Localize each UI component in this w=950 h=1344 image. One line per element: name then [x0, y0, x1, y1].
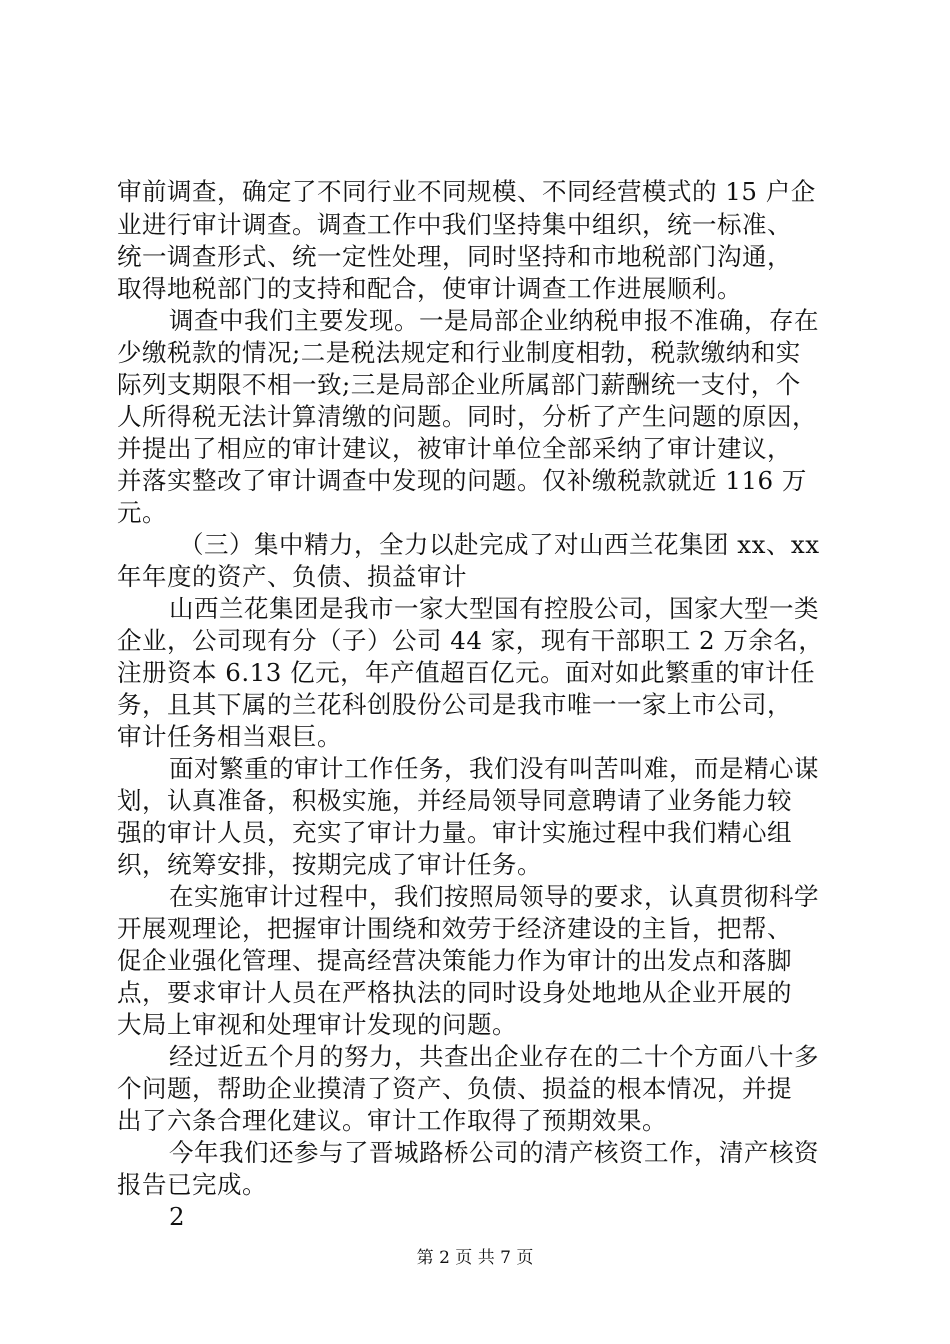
text-line: 山西兰花集团是我市一家大型国有控股公司，国家大型一类	[169, 594, 819, 623]
text-line: 报告已完成。	[117, 1170, 267, 1199]
text-line: 大局上审视和处理审计发现的问题。	[117, 1010, 517, 1039]
text-line: 少缴税款的情况;二是税法规定和行业制度相勃，税款缴纳和实	[117, 338, 801, 367]
text-line: 促企业强化管理、提高经营决策能力作为审计的出发点和落脚	[117, 946, 792, 975]
text-line: 元。	[117, 498, 167, 527]
text-line: 个问题，帮助企业摸清了资产、负债、损益的根本情况，并提	[117, 1074, 792, 1103]
text-line: 审前调查，确定了不同行业不同规模、不同经营模式的 15 户企	[117, 177, 816, 206]
text-line: 在实施审计过程中，我们按照局领导的要求，认真贯彻科学	[169, 882, 819, 911]
text-line: 取得地税部门的支持和配合，使审计调查工作进展顺利。	[117, 274, 742, 303]
text-line: 出了六条合理化建议。审计工作取得了预期效果。	[117, 1106, 667, 1135]
text-line: 面对繁重的审计工作任务，我们没有叫苦叫难，而是精心谋	[169, 754, 819, 783]
text-line: 人所得税无法计算清缴的问题。同时，分析了产生问题的原因，	[117, 402, 817, 431]
text-line: 并提出了相应的审计建议，被审计单位全部采纳了审计建议，	[117, 434, 792, 463]
text-line: 审计任务相当艰巨。	[117, 722, 342, 751]
text-line: 划，认真准备，积极实施，并经局领导同意聘请了业务能力较	[117, 786, 792, 815]
page-footer: 第 2 页 共 7 页	[416, 1248, 534, 1268]
text-line: 企业，公司现有分（子）公司 44 家，现有干部职工 2 万余名，	[117, 626, 824, 655]
text-line: 际列支期限不相一致;三是局部企业所属部门薪酬统一支付，个	[117, 370, 801, 399]
text-line: 业进行审计调查。调查工作中我们坚持集中组织，统一标准、	[117, 210, 792, 239]
text-line: 调查中我们主要发现。一是局部企业纳税申报不准确，存在	[169, 306, 819, 335]
text-line: 务，且其下属的兰花科创股份公司是我市唯一一家上市公司，	[117, 690, 792, 719]
text-line: 2	[169, 1202, 186, 1231]
text-line: 并落实整改了审计调查中发现的问题。仅补缴税款就近 116 万	[117, 466, 807, 495]
text-line: 经过近五个月的努力，共查出企业存在的二十个方面八十多	[169, 1042, 819, 1071]
section-heading: 年年度的资产、负债、损益审计	[117, 562, 467, 591]
text-line: 统一调查形式、统一定性处理，同时坚持和市地税部门沟通，	[117, 242, 792, 271]
section-heading: （三）集中精力，全力以赴完成了对山西兰花集团 xx、xx	[179, 530, 820, 559]
text-line: 强的审计人员，充实了审计力量。审计实施过程中我们精心组	[117, 818, 792, 847]
text-line: 开展观理论，把握审计围绕和效劳于经济建设的主旨，把帮、	[117, 914, 792, 943]
text-line: 今年我们还参与了晋城路桥公司的清产核资工作，清产核资	[169, 1138, 819, 1167]
text-line: 点，要求审计人员在严格执法的同时设身处地地从企业开展的	[117, 978, 792, 1007]
text-line: 织，统筹安排，按期完成了审计任务。	[117, 850, 542, 879]
text-line: 注册资本 6.13 亿元，年产值超百亿元。面对如此繁重的审计任	[117, 658, 816, 687]
